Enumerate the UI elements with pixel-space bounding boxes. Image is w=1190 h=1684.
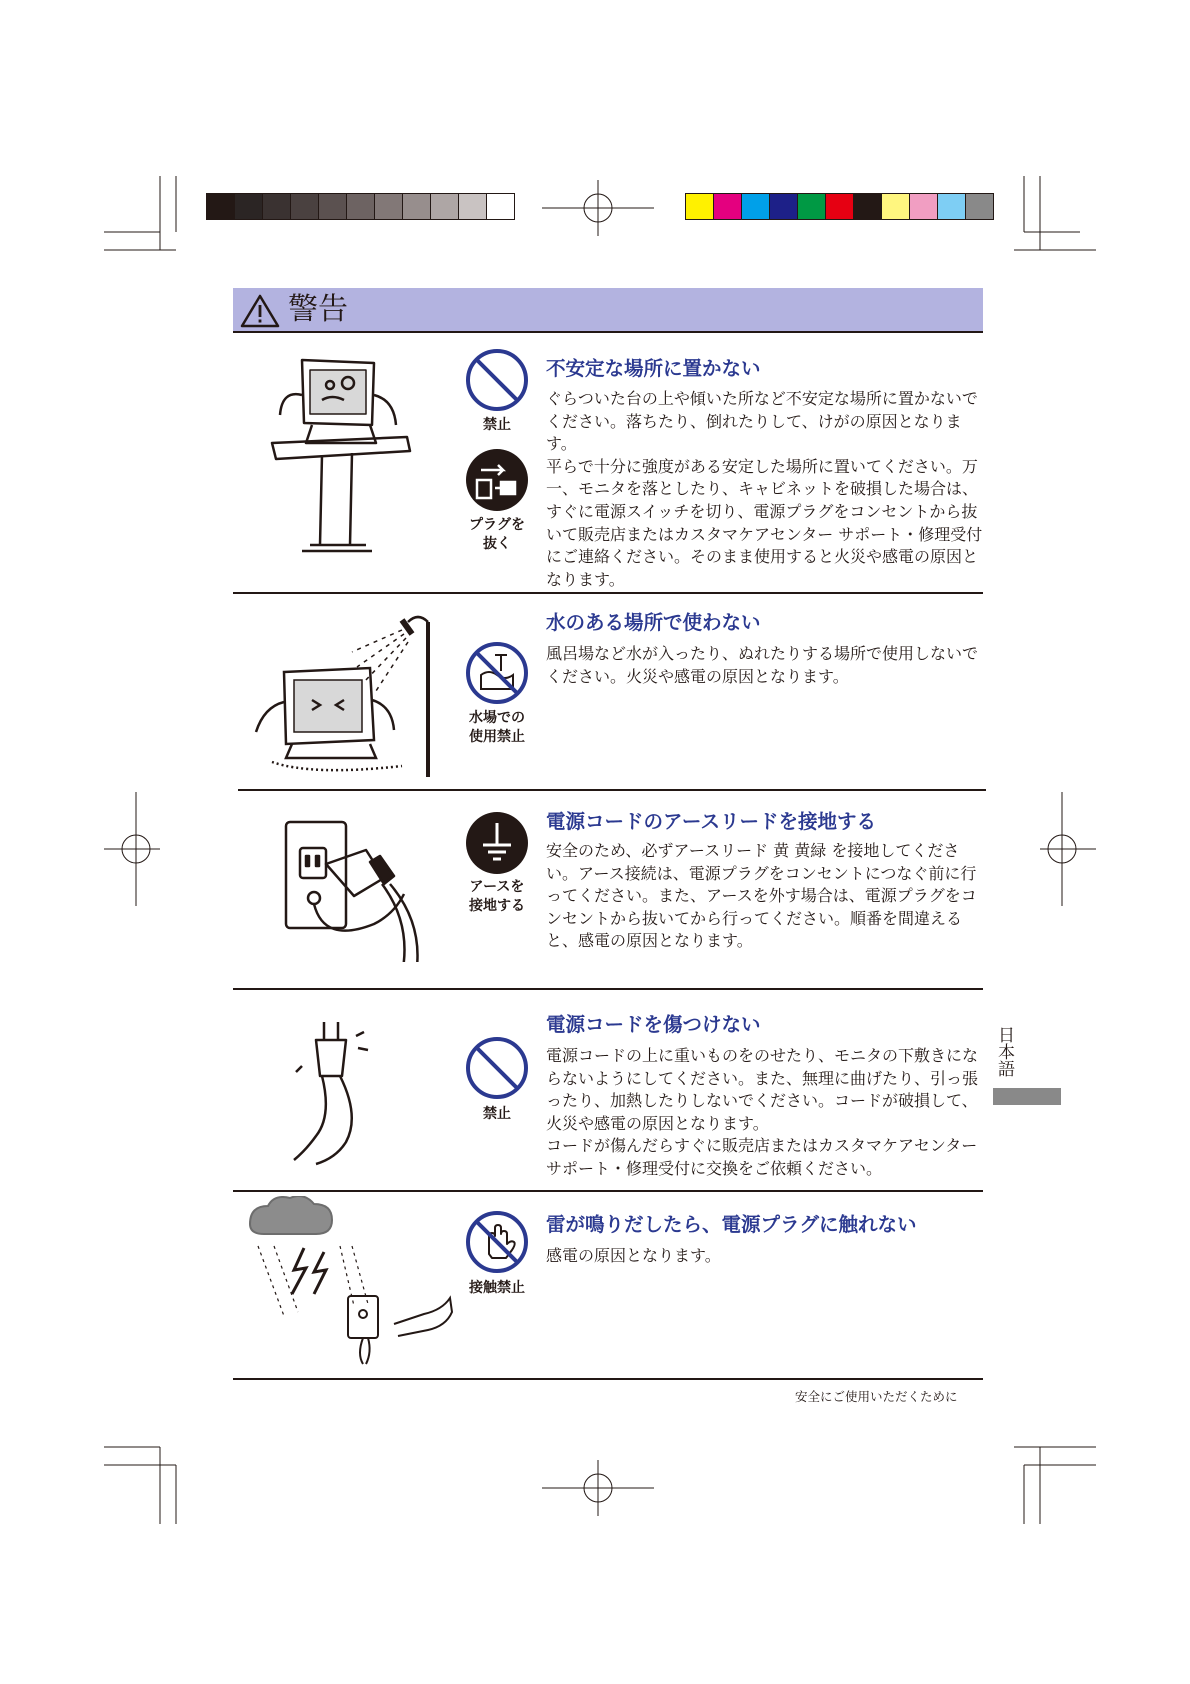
gray-swatch [375,193,403,220]
icon-label: 接触禁止 [469,1280,525,1296]
body-paragraph: 安全のため、必ずアースリード 黄 黄緑 を接地してください。アース接続は、電源プラグをコンセントにつなぐ前に行ってください。また、アースを外す場合は、電源プラグをコンセントから抜いてから行ってください。順番を間違えると、感電の原因となります。 [546,841,977,951]
page-footer: 安全にご使用いただくために [795,1389,958,1404]
body-paragraph: コードが傷んだらすぐに販売店またはカスタマケアセンター サポート・修理受付に交換をご依頼ください。 [546,1136,978,1178]
thunderstorm-outlet-illustration [244,1196,454,1366]
color-swatch [742,193,770,220]
unplug-icon [465,448,529,512]
section-divider [233,592,983,594]
color-swatch [882,193,910,220]
section-title: 不安定な場所に置かない [546,357,761,380]
prohibited-icon [465,1036,529,1100]
color-swatch [826,193,854,220]
icon-label: 水場での 使用禁止 [469,710,525,745]
section-body [546,1045,984,1181]
section-body [546,388,984,591]
no-touch-icon [465,1210,529,1274]
page-title: 警告 [288,292,348,327]
ground-icon [465,811,529,875]
body-paragraph: 風呂場など水が入ったり、ぬれたりする場所で使用しないでください。火災や感電の原因となります。 [546,644,979,686]
no-water-use-icon [465,641,529,705]
monitor-on-unstable-table-illustration [262,355,412,555]
gray-swatch [319,193,347,220]
gray-swatch [431,193,459,220]
color-swatch [910,193,938,220]
section-divider [238,789,986,791]
color-swatch [686,193,714,220]
section-title: 水のある場所で使わない [546,611,761,634]
color-bar [685,193,994,220]
color-swatch [714,193,742,220]
section-divider [233,1190,983,1192]
section-title: 電源コードのアースリードを接地する [546,810,876,833]
section-title: 雷が鳴りだしたら、電源プラグに触れない [546,1213,917,1236]
icon-label: 禁止 [483,1106,511,1122]
warning-triangle-icon [240,294,280,328]
prohibited-icon [465,348,529,412]
body-paragraph: 平らで十分に強度がある安定した場所に置いてください。万一、モニタを落としたり、キャビネットを破損した場合は、すぐに電源スイッチを切り、電源プラグをコンセントから抜いて販売店またはカスタマケアセンター サポート・修理受付にご連絡ください。そのまま使用すると火災や感電の原因となります。 [546,456,983,589]
outlet-ground-wire-illustration [278,812,428,962]
section-divider [233,331,983,333]
gray-swatch [263,193,291,220]
section-title: 電源コードを傷つけない [546,1013,761,1036]
icon-label: プラグを 抜く [469,517,525,552]
gray-swatch [235,193,263,220]
gray-swatch [459,193,487,220]
icon-label: アースを 接地する [469,879,525,914]
damaged-cord-illustration [292,1016,392,1166]
section-body [546,643,984,688]
gray-swatch [207,193,235,220]
gray-swatch [347,193,375,220]
color-swatch [938,193,966,220]
gray-swatch [403,193,431,220]
language-tab-marker [993,1088,1061,1105]
monitor-in-shower-illustration [252,612,432,782]
color-swatch [798,193,826,220]
section-body [546,1245,984,1268]
body-paragraph: 感電の原因となります。 [546,1246,721,1265]
color-swatch [854,193,882,220]
icon-label: 禁止 [483,417,511,433]
gray-swatch [487,193,515,220]
section-divider [233,988,983,990]
color-swatch [770,193,798,220]
language-tab-label: 日本語 [994,1026,1014,1077]
section-body [546,840,984,953]
color-swatch [966,193,994,220]
grayscale-bar [206,193,515,220]
body-paragraph: ぐらついた台の上や傾いた所など不安定な場所に置かないでください。落ちたり、倒れたりして、けがの原因となります。 [546,389,978,454]
body-paragraph: 電源コードの上に重いものをのせたり、モニタの下敷きにならないようにしてください。また、無理に曲げたり、引っ張ったり、加熱したりしないでください。コードが破損して、火災や感電の原因となります。 [546,1046,979,1133]
section-divider [233,1378,983,1380]
gray-swatch [291,193,319,220]
